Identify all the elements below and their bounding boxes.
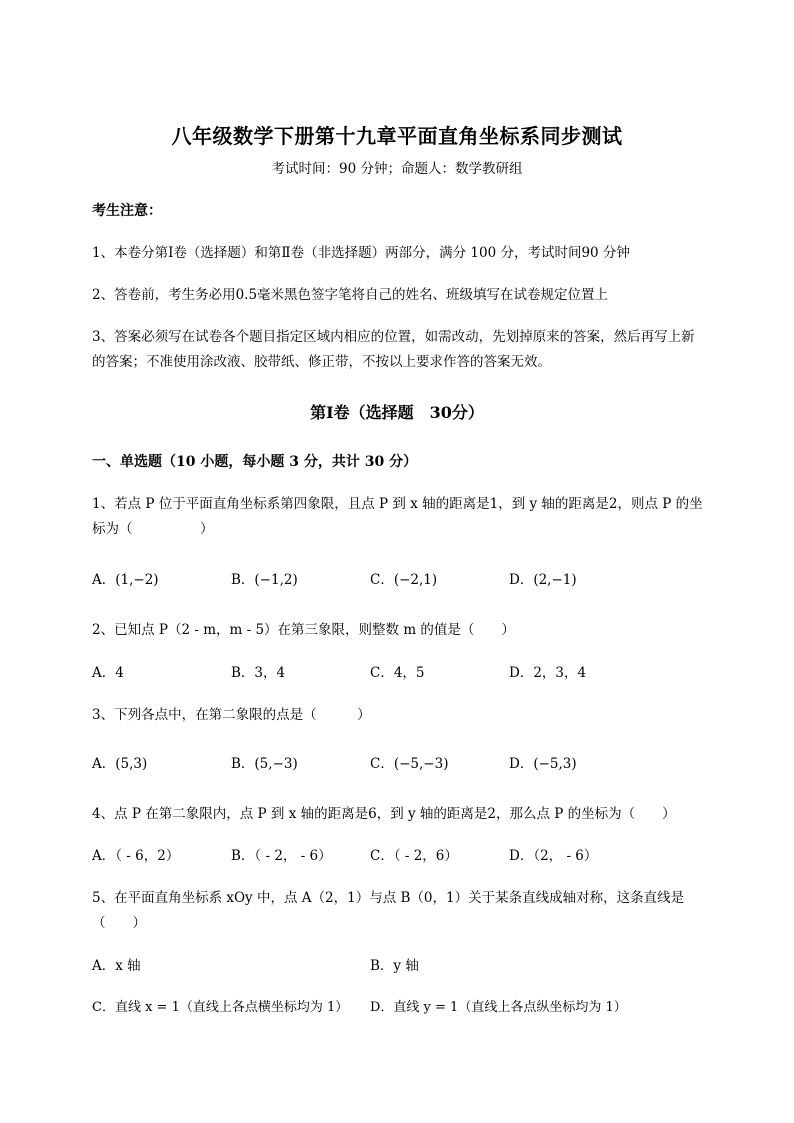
question-5-text-cont: （ ） xyxy=(92,915,146,931)
question-2-option-a: A．4 xyxy=(92,665,124,681)
question-5-option-b: B．y 轴 xyxy=(370,958,419,974)
question-4-option-c: C．（ - 2，6） xyxy=(370,848,458,864)
question-3-option-a: A．(5,3) xyxy=(92,756,148,772)
question-2-option-b: B．3，4 xyxy=(231,665,286,681)
question-5-option-d: D．直线 y = 1（直线上各点纵坐标均为 1） xyxy=(370,1000,627,1015)
notice-item-2: 2、答卷前，考生务必用0.5毫米黑色签字笔将自己的姓名、班级填写在试卷规定位置上 xyxy=(92,287,609,303)
question-3-option-c: C．(−5,−3) xyxy=(370,756,449,772)
question-2-text: 2、已知点 P（2 - m，m - 5）在第三象限，则整数 m 的值是（ ） xyxy=(92,622,515,638)
question-5-option-a: A．x 轴 xyxy=(92,958,141,974)
question-1-option-b: B．(−1,2) xyxy=(231,572,298,588)
question-4-option-b: B．（ - 2， - 6） xyxy=(231,848,332,864)
part-heading: 一、单选题（10 小题，每小题 3 分，共计 30 分） xyxy=(92,454,418,470)
question-5-text: 5、在平面直角坐标系 xOy 中，点 A（2，1）与点 B（0，1）关于某条直线成轴对称，这条直线是 xyxy=(92,890,685,906)
notice-heading: 考生注意： xyxy=(92,203,162,219)
question-3-option-d: D．(−5,3) xyxy=(509,756,577,772)
question-5-option-c: C．直线 x = 1（直线上各点横坐标均为 1） xyxy=(92,1000,349,1015)
question-2-option-d: D．2，3，4 xyxy=(509,665,587,681)
question-3-text: 3、下列各点中，在第二象限的点是（ ） xyxy=(92,707,371,723)
question-1-option-a: A．(1,−2) xyxy=(92,572,159,588)
question-4-text: 4、点 P 在第二象限内，点 P 到 x 轴的距离是6，到 y 轴的距离是2，那么点 P 的坐标为（ ） xyxy=(92,806,676,822)
question-1-option-c: C．(−2,1) xyxy=(370,572,438,588)
section-title: 第Ⅰ卷（选择题 30分） xyxy=(310,403,484,422)
notice-item-3-cont: 的答案；不准使用涂改液、胶带纸、修正带，不按以上要求作答的答案无效。 xyxy=(92,354,551,370)
notice-item-3: 3、答案必须写在试卷各个题目指定区域内相应的位置，如需改动，先划掉原来的答案，然后再写上新 xyxy=(92,329,695,345)
question-4-option-a: A．（ - 6，2） xyxy=(92,848,180,864)
question-1-option-d: D．(2,−1) xyxy=(509,572,577,588)
exam-subtitle: 考试时间：90 分钟；命题人：数学教研组 xyxy=(271,161,523,177)
exam-title: 八年级数学下册第十九章平面直角坐标系同步测试 xyxy=(171,124,623,148)
notice-item-1: 1、本卷分第Ⅰ卷（选择题）和第Ⅱ卷（非选择题）两部分，满分 100 分，考试时间90 分钟 xyxy=(92,245,630,261)
question-1-text-cont: 标为（ ） xyxy=(92,521,214,537)
question-1-text: 1、若点 P 位于平面直角坐标系第四象限，且点 P 到 x 轴的距离是1，到 y 轴的距离是2，则点 P 的坐 xyxy=(92,496,703,512)
question-2-option-c: C．4，5 xyxy=(370,665,425,681)
question-3-option-b: B．(5,−3) xyxy=(231,756,298,772)
question-4-option-d: D．（2， - 6） xyxy=(509,848,598,864)
